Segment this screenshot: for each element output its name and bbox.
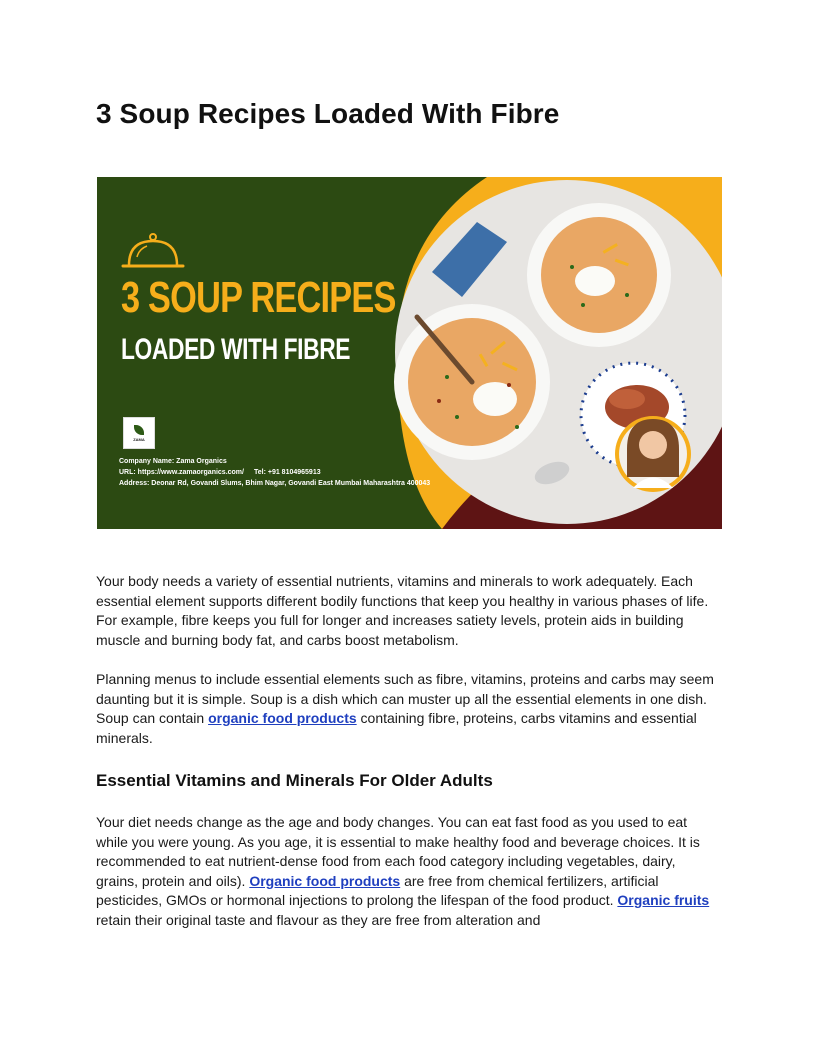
chive bbox=[625, 293, 629, 297]
company-contact-info bbox=[119, 456, 430, 489]
company-name: Company Name: Zama Organics bbox=[119, 458, 227, 465]
sour-cream-front bbox=[473, 382, 517, 416]
company-logo bbox=[123, 417, 155, 449]
menu-planning-paragraph bbox=[96, 670, 720, 748]
banner-heading: 3 SOUP RECIPES bbox=[121, 273, 396, 322]
paragraph-text: are free from chemical fertilizers, artificial pesticides, GMOs or hormonal injections to prolong the lifespan of the food product. bbox=[96, 872, 659, 908]
intro-paragraph: Your body needs a variety of essential nutrients, vitamins and minerals to work adequately. Each essential element supports different bodily functions that keep you healthy in various phases of life. For example, fibre keeps you full for longer and increases satiety levels, protein aids in building muscle and burning body fat, and carbs boost metabolism. bbox=[96, 573, 709, 648]
paragraph-text: Planning menus to include essential elements such as fibre, vitamins, proteins and carbs may seem daunting but it is simple. Soup is a dish which can muster up all the essential elements in one dish. Soup can contain bbox=[96, 671, 714, 726]
bacon-pile-highlight bbox=[609, 389, 645, 409]
bacon-bit bbox=[437, 399, 441, 403]
organic-food-products-link[interactable]: organic food products bbox=[208, 710, 357, 726]
chive bbox=[455, 415, 459, 419]
company-url-tel-line bbox=[119, 467, 430, 478]
avatar-face bbox=[639, 431, 667, 459]
chive bbox=[570, 265, 574, 269]
recipe-banner-image bbox=[97, 177, 722, 529]
sour-cream-back bbox=[575, 266, 615, 296]
company-tel: Tel: +91 8104965913 bbox=[253, 469, 321, 476]
logo-text: ZAMA bbox=[133, 436, 145, 442]
company-address: Address: Deonar Rd, Govandi Slums, Bhim Nagar, Govandi East Mumbai Maharashtra 400043 bbox=[119, 480, 431, 487]
company-url: URL: https://www.zamaorganics.com/ bbox=[119, 469, 244, 476]
older-adults-paragraph bbox=[96, 813, 720, 930]
chive bbox=[581, 303, 585, 307]
section-heading: Essential Vitamins and Minerals For Older Adults bbox=[96, 771, 493, 790]
page-title: 3 Soup Recipes Loaded With Fibre bbox=[96, 98, 560, 129]
paragraph-text: retain their original taste and flavour as they are free from alteration and bbox=[96, 911, 541, 928]
organic-fruits-link[interactable]: Organic fruits bbox=[617, 892, 710, 908]
chive bbox=[445, 375, 449, 379]
banner-subheading: LOADED WITH FIBRE bbox=[121, 333, 351, 366]
chive bbox=[515, 425, 519, 429]
bacon-bit bbox=[507, 383, 511, 387]
organic-food-products-link-2[interactable]: Organic food products bbox=[249, 872, 401, 889]
paragraph-text: Your diet needs change as the age and body changes. You can eat fast food as you used to eat while you were young. As you age, it is essential to make healthy food and beverage choices. It is recommended to eat nutrient-dense food from each food category including vegetables, dairy, grains, protein and oils). bbox=[96, 814, 700, 889]
leaf-icon bbox=[134, 425, 144, 435]
paragraph-text: containing fibre, proteins, carbs vitamins and essential minerals. bbox=[96, 710, 697, 746]
